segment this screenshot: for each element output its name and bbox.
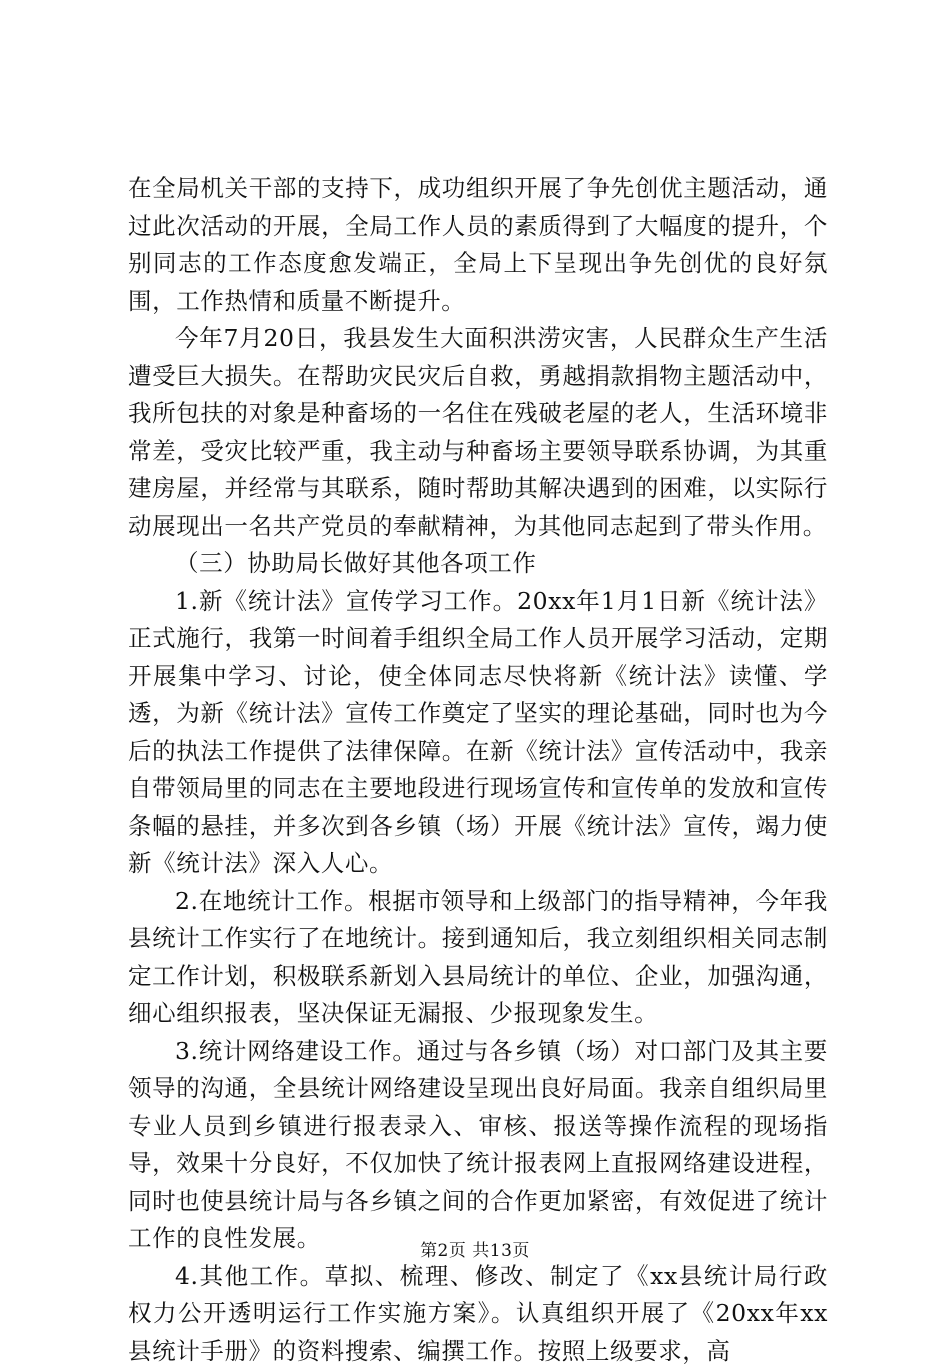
paragraph-local-statistics: 2.在地统计工作。根据市领导和上级部门的指导精神，今年我县统计工作实行了在地统计。接到通知后，我立刻组织相关同志制定工作计划，积极联系新划入县局统计的单位、企业，加强沟通，细心组织报表，坚决保证无漏报、少报现象发生。 <box>128 883 828 1033</box>
paragraph-flood-relief: 今年7月20日，我县发生大面积洪涝灾害，人民群众生产生活遭受巨大损失。在帮助灾民灾后自救，勇越捐款捐物主题活动中，我所包扶的对象是种畜场的一名住在残破老屋的老人，生活环境非常差，受灾比较严重，我主动与种畜场主要领导联系协调，为其重建房屋，并经常与其联系，随时帮助其解决遇到的困难，以实际行动展现出一名共产党员的奉献精神，为其他同志起到了带头作用。 <box>128 320 828 545</box>
paragraph-network-building: 3.统计网络建设工作。通过与各乡镇（场）对口部门及其主要领导的沟通，全县统计网络建设呈现出良好局面。我亲自组织局里专业人员到乡镇进行报表录入、审核、报送等操作流程的现场指导，效果十分良好，不仅加快了统计报表网上直报网络建设进程，同时也使县统计局与各乡镇之间的合作更加紧密，有效促进了统计工作的良性发展。 <box>128 1033 828 1258</box>
paragraph-continuation: 在全局机关干部的支持下，成功组织开展了争先创优主题活动，通过此次活动的开展，全局工作人员的素质得到了大幅度的提升，个别同志的工作态度愈发端正，全局上下呈现出争先创优的良好氛围，工作热情和质量不断提升。 <box>128 170 828 320</box>
document-body <box>128 170 828 1370</box>
page-footer: 第2页 共13页 <box>0 1240 950 1262</box>
paragraph-statistics-law: 1.新《统计法》宣传学习工作。20xx年1月1日新《统计法》正式施行，我第一时间着手组织全局工作人员开展学习活动，定期开展集中学习、讨论，使全体同志尽快将新《统计法》读懂、学透，为新《统计法》宣传工作奠定了坚实的理论基础，同时也为今后的执法工作提供了法律保障。在新《统计法》宣传活动中，我亲自带领局里的同志在主要地段进行现场宣传和宣传单的发放和宣传条幅的悬挂，并多次到各乡镇（场）开展《统计法》宣传，竭力使新《统计法》深入人心。 <box>128 583 828 883</box>
section-heading-three: （三）协助局长做好其他各项工作 <box>128 545 828 583</box>
paragraph-other-work: 4.其他工作。草拟、梳理、修改、制定了《xx县统计局行政权力公开透明运行工作实施方案》。认真组织开展了《20xx年xx县统计手册》的资料搜索、编撰工作。按照上级要求，高 <box>128 1258 828 1370</box>
